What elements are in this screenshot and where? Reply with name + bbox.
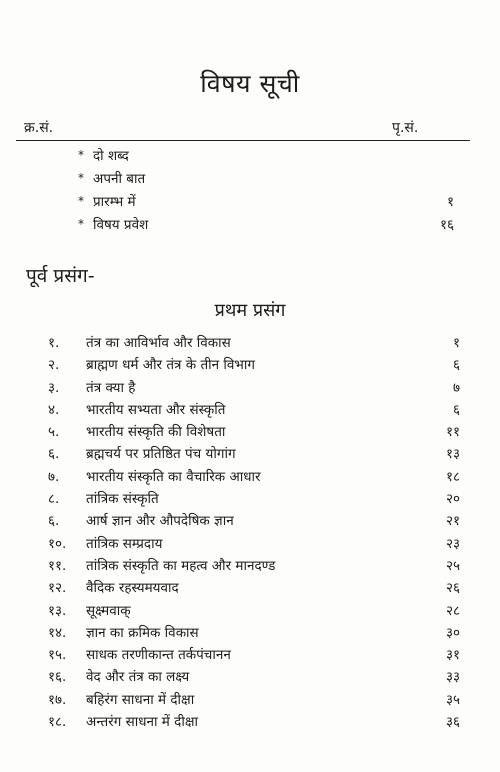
chapter-title: भारतीय सभ्यता और संस्कृति (86, 401, 226, 418)
chapter-title: साधक तरणीकान्त तर्कपंचानन (86, 647, 231, 664)
entry-title: दो शब्द (93, 148, 129, 164)
chapter-number: १२. (48, 580, 67, 597)
chapter-number: ५. (48, 424, 60, 441)
entry-title: विषय प्रवेश (93, 217, 149, 233)
chapter-number: १८. (48, 714, 67, 731)
chapter-title: वेद और तंत्र का लक्ष्य (86, 669, 190, 686)
chapter-number: ६. (48, 513, 60, 530)
table-row (0, 601, 500, 623)
entry-page: १ (446, 194, 454, 210)
chapter-number: १०. (48, 535, 67, 552)
table-row (0, 511, 500, 533)
page-number-header: पृ.सं. (392, 120, 419, 136)
chapter-title: वैदिक रहस्यमयवाद (86, 580, 179, 597)
table-row (0, 578, 500, 600)
asterisk-icon: * (78, 171, 84, 185)
chapter-number: १५. (48, 647, 67, 664)
table-row (0, 400, 500, 422)
list-item (0, 169, 500, 192)
chapter-list (0, 333, 500, 734)
chapter-page: २० (445, 491, 460, 508)
table-row (0, 667, 500, 689)
chapter-number: १३. (48, 602, 67, 619)
asterisk-icon: * (78, 194, 84, 208)
section-title: पूर्व प्रसंग- (26, 265, 95, 287)
table-row (0, 623, 500, 645)
page-title: विषय सूची (200, 69, 300, 98)
table-row (0, 378, 500, 400)
chapter-title: ब्रह्मचर्य पर प्रतिष्ठित पंच योगांग (86, 446, 236, 463)
chapter-page: ३६ (445, 714, 460, 731)
table-row (0, 489, 500, 511)
chapter-page: ७ (452, 379, 460, 396)
chapter-title: आर्ष ज्ञान और औपदेषिक ज्ञान (86, 513, 234, 530)
serial-number-header: क्र.सं. (24, 120, 54, 136)
chapter-page: ६ (452, 357, 460, 374)
chapter-number: ६. (48, 446, 60, 463)
chapter-page: १३ (445, 446, 460, 463)
chapter-page: २८ (445, 602, 460, 619)
chapter-title: भारतीय संस्कृति की विशेषता (86, 424, 226, 441)
front-matter-list (0, 146, 500, 238)
table-row (0, 333, 500, 355)
chapter-title: तंत्र का आविर्भाव और विकास (86, 335, 231, 351)
table-row (0, 690, 500, 712)
chapter-number: १७. (48, 691, 67, 708)
chapter-page: २१ (445, 513, 460, 530)
header-rule (16, 140, 470, 141)
chapter-title: तांत्रिक सम्प्रदाय (86, 535, 163, 552)
chapter-page: ११ (445, 424, 460, 441)
chapter-number: ११. (48, 557, 67, 574)
entry-page: १६ (439, 217, 454, 233)
chapter-title: ब्राह्मण धर्म और तंत्र के तीन विभाग (86, 357, 256, 374)
chapter-number: १६. (48, 669, 67, 686)
entry-title: प्रारम्भ में (93, 194, 136, 210)
chapter-page: १८ (445, 468, 460, 485)
chapter-number: १. (48, 335, 60, 351)
chapter-number: ३. (48, 379, 60, 396)
list-item (0, 146, 500, 169)
table-row (0, 645, 500, 667)
chapter-title: ज्ञान का क्रमिक विकास (86, 624, 199, 641)
chapter-number: ४. (48, 401, 60, 418)
table-row (0, 556, 500, 578)
table-row (0, 355, 500, 377)
table-row (0, 422, 500, 444)
table-row (0, 467, 500, 489)
chapter-page: ६ (452, 401, 460, 418)
chapter-title: भारतीय संस्कृति का वैचारिक आधार (86, 468, 261, 485)
chapter-number: ७. (48, 468, 60, 485)
chapter-page: ३० (445, 624, 460, 641)
chapter-page: २६ (445, 580, 460, 597)
chapter-page: ३१ (445, 647, 460, 664)
chapter-title: अन्तरंग साधना में दीक्षा (86, 714, 198, 731)
list-item (0, 215, 500, 238)
chapter-page: ३३ (445, 669, 460, 686)
chapter-page: २५ (445, 557, 460, 574)
subsection-title: प्रथम प्रसंग (214, 300, 286, 321)
list-item (0, 192, 500, 215)
chapter-title: तंत्र क्या है (86, 379, 136, 396)
chapter-page: ३५ (445, 691, 460, 708)
chapter-title: बहिरंग साधना में दीक्षा (86, 691, 195, 708)
chapter-page: २३ (445, 535, 460, 552)
asterisk-icon: * (78, 148, 84, 162)
chapter-title: तांत्रिक संस्कृति (86, 491, 159, 508)
chapter-number: २. (48, 357, 60, 374)
table-row (0, 534, 500, 556)
asterisk-icon: * (78, 217, 84, 231)
chapter-page: १ (452, 335, 460, 351)
chapter-title: तांत्रिक संस्कृति का महत्व और मानदण्ड (86, 557, 276, 574)
table-row (0, 712, 500, 734)
entry-title: अपनी बात (93, 171, 146, 187)
chapter-title: सूक्ष्मवाक् (86, 602, 131, 619)
chapter-number: १४. (48, 624, 67, 641)
chapter-number: ८. (48, 491, 60, 508)
table-row (0, 444, 500, 466)
